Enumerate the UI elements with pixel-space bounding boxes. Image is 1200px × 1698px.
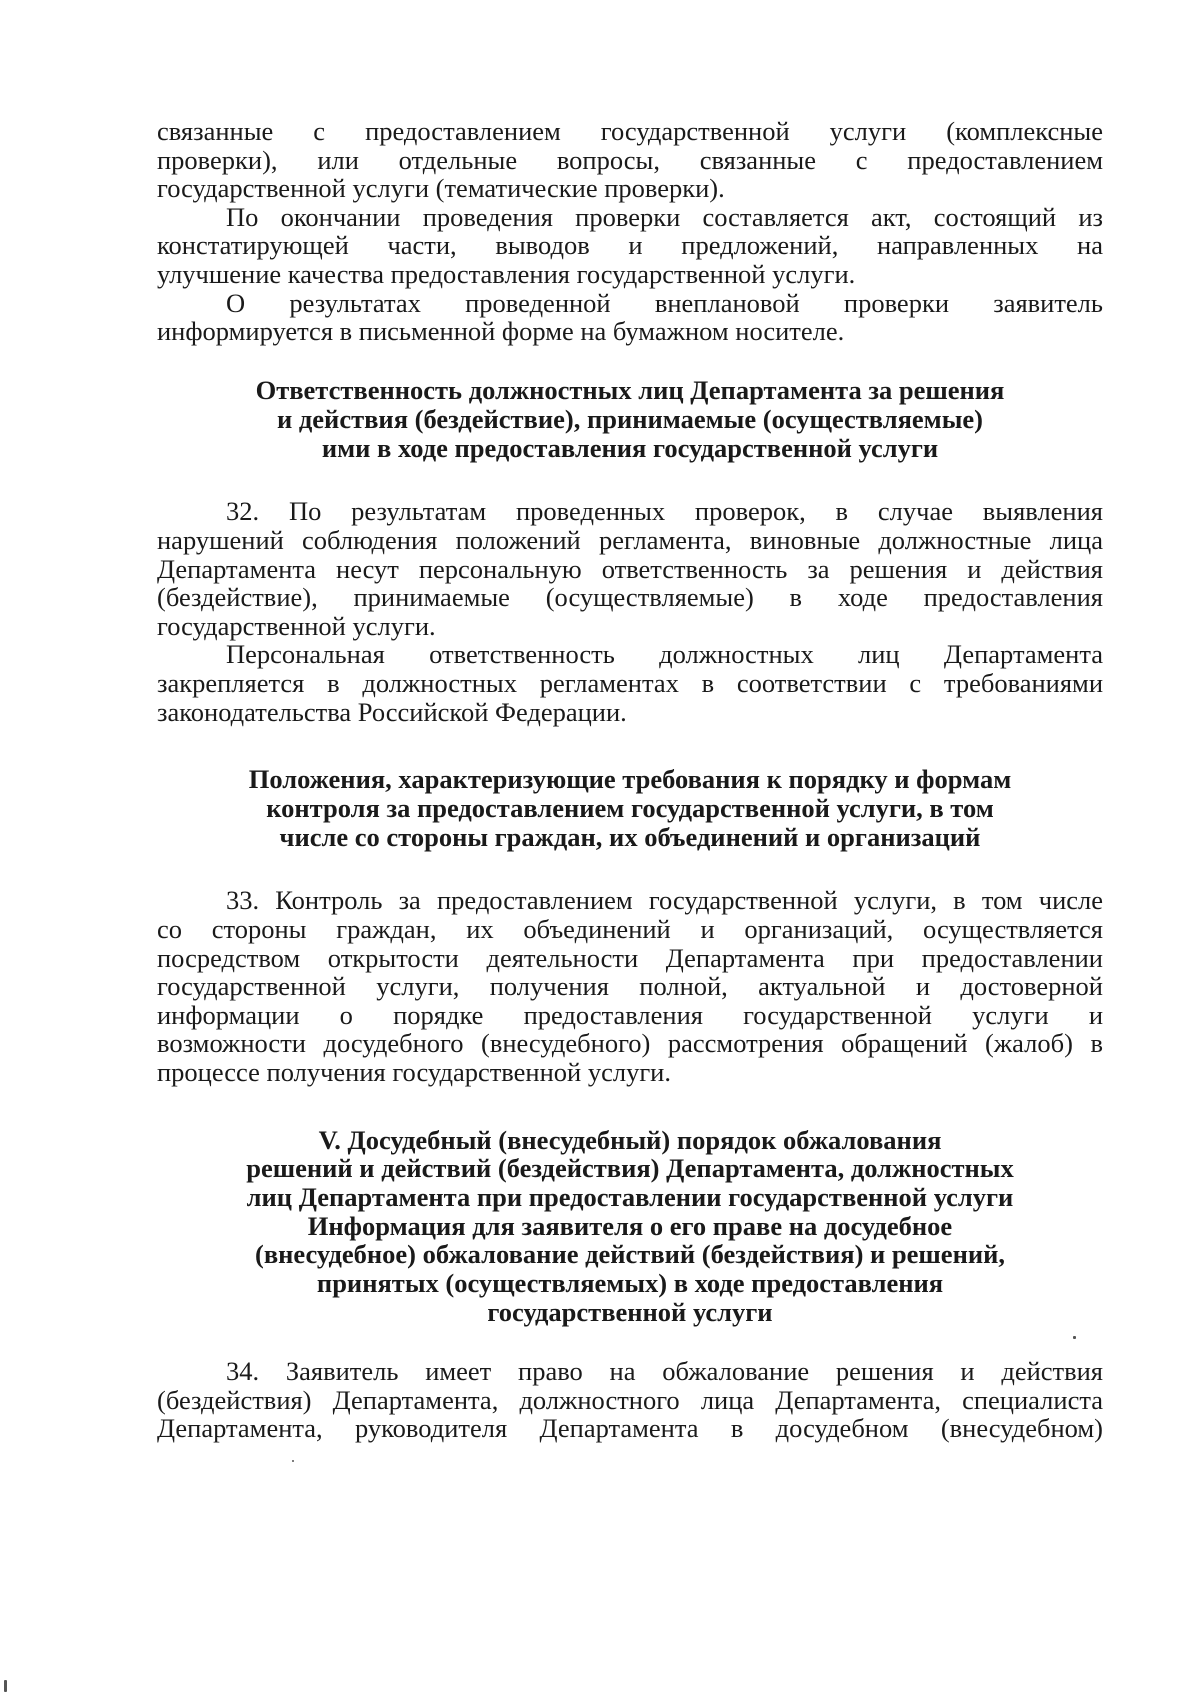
section-heading-line: контроля за предоставлением государственной услуги, в том <box>266 793 994 823</box>
paragraph-line: информируется в письменной форме на бумажном носителе. <box>157 316 845 346</box>
chapter-heading-line: решений и действий (бездействия) Департамента, должностных <box>246 1153 1014 1183</box>
chapter-heading-line: лиц Департамента при предоставлении государственной услуги <box>246 1182 1014 1212</box>
paragraph-line: 34. Заявитель имеет право на обжалование решения и действия <box>226 1356 1103 1386</box>
paragraph-line: связанные с предоставлением государственной услуги (комплексные <box>157 116 1103 146</box>
paragraph-line: Департамента несут персональную ответственность за решения и действия <box>157 554 1103 584</box>
paragraph-line: 33. Контроль за предоставлением государственной услуги, в том числе <box>226 885 1103 915</box>
paragraph-line: констатирующей части, выводов и предложений, направленных на <box>157 230 1103 260</box>
chapter-heading-line: (внесудебное) обжалование действий (бездействия) и решений, <box>255 1239 1005 1269</box>
paragraph-line: возможности досудебного (внесудебного) рассмотрения обращений (жалоб) в <box>157 1028 1103 1058</box>
paragraph-line: проверки), или отдельные вопросы, связанные с предоставлением <box>157 145 1103 175</box>
paragraph-line: законодательства Российской Федерации. <box>157 697 627 727</box>
paragraph-line: Департамента, руководителя Департамента в досудебном (внесудебном) <box>157 1413 1103 1443</box>
paragraph-line: нарушений соблюдения положений регламента, виновные должностные лица <box>157 525 1103 555</box>
chapter-heading-line: V. Досудебный (внесудебный) порядок обжалования <box>318 1125 942 1155</box>
paragraph-line: По окончании проведения проверки составляется акт, состоящий из <box>226 202 1103 232</box>
paragraph-line: улучшение качества предоставления государственной услуги. <box>157 259 856 289</box>
paragraph-line: (бездействие), принимаемые (осуществляемые) в ходе предоставления <box>157 582 1103 612</box>
paragraph-line: посредством открытости деятельности Департамента при предоставлении <box>157 943 1103 973</box>
paragraph-line: государственной услуги (тематические проверки). <box>157 173 725 203</box>
paragraph-line: 32. По результатам проведенных проверок, в случае выявления <box>226 496 1103 526</box>
paragraph-line: государственной услуги. <box>157 611 436 641</box>
section-heading-line: и действия (бездействие), принимаемые (осуществляемые) <box>277 404 983 434</box>
paragraph-line: государственной услуги, получения полной, актуальной и достоверной <box>157 971 1103 1001</box>
chapter-heading-line: государственной услуги <box>487 1297 773 1327</box>
section-heading-line: ими в ходе предоставления государственной услуги <box>321 433 939 463</box>
paragraph-line: О результатах проведенной внеплановой проверки заявитель <box>226 288 1103 318</box>
paragraph-line: закрепляется в должностных регламентах в соответствии с требованиями <box>157 668 1103 698</box>
paragraph-line: информации о порядке предоставления государственной услуги и <box>157 1000 1103 1030</box>
section-heading-line: числе со стороны граждан, их объединений и организаций <box>279 822 981 852</box>
chapter-heading-line: принятых (осуществляемых) в ходе предоставления <box>316 1268 944 1298</box>
paragraph-line: (бездействия) Департамента, должностного лица Департамента, специалиста <box>157 1385 1103 1415</box>
paragraph-line: процессе получения государственной услуги. <box>157 1057 671 1087</box>
paragraph-line: Персональная ответственность должностных лиц Департамента <box>226 639 1103 669</box>
chapter-heading-line: Информация для заявителя о его праве на досудебное <box>307 1211 953 1241</box>
scan-artifact <box>4 1680 7 1692</box>
scan-artifact <box>292 1460 294 1462</box>
paragraph-line: со стороны граждан, их объединений и организаций, осуществляется <box>157 914 1103 944</box>
section-heading-line: Ответственность должностных лиц Департамента за решения <box>255 375 1005 405</box>
section-heading-line: Положения, характеризующие требования к порядку и формам <box>248 764 1012 794</box>
scan-artifact <box>1073 1336 1076 1339</box>
